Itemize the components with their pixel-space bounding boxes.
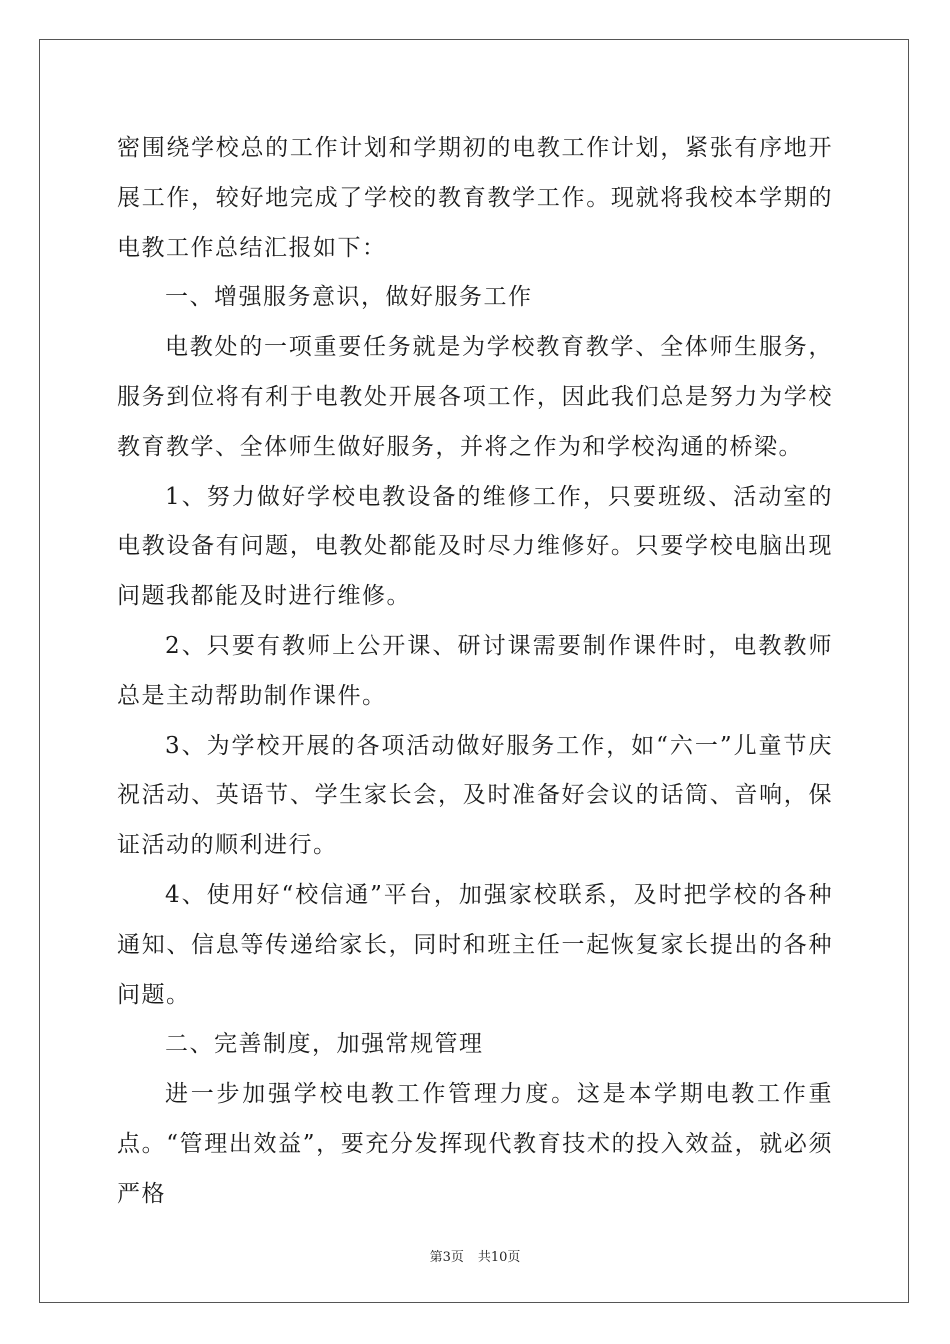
heading-section-1: 一、增强服务意识，做好服务工作 [165, 284, 533, 311]
paragraph-service: 电教处的一项重要任务就是为学校教育教学、全体师生服务，服务到位将有利于电教处开展各项工作，因此我们总是努力为学校教育教学、全体师生做好服务，并将之作为和学校沟通的桥梁。 [117, 334, 833, 460]
list-item-1: 1、努力做好学校电教设备的维修工作，只要班级、活动室的电教设备有问题，电教处都能及时尽力维修好。只要学校电脑出现问题我都能及时进行维修。 [117, 483, 833, 610]
heading-section-2: 二、完善制度，加强常规管理 [165, 1031, 484, 1058]
list-item-2: 2、只要有教师上公开课、研讨课需要制作课件时，电教教师总是主动帮助制作课件。 [117, 632, 833, 709]
page-total: 共10页 [477, 1250, 521, 1265]
list-item-4: 4、使用好“校信通”平台，加强家校联系，及时把学校的各种通知、信息等传递给家长，同时和班主任一起恢复家长提出的各种问题。 [117, 881, 833, 1008]
page-number: 第3页 [429, 1250, 464, 1265]
paragraph-management: 进一步加强学校电教工作管理力度。这是本学期电教工作重点。“管理出效益”，要充分发挥现代教育技术的投入效益，就必须严格 [117, 1081, 833, 1207]
document-body [117, 124, 833, 1220]
paragraph-intro: 密围绕学校总的工作计划和学期初的电教工作计划，紧张有序地开展工作，较好地完成了学校的教育教学工作。现就将我校本学期的电教工作总结汇报如下： [117, 135, 833, 261]
list-item-3: 3、为学校开展的各项活动做好服务工作，如“六一”儿童节庆祝活动、英语节、学生家长会，及时准备好会议的话筒、音响，保证活动的顺利进行。 [117, 732, 833, 859]
page-footer [0, 1246, 950, 1265]
